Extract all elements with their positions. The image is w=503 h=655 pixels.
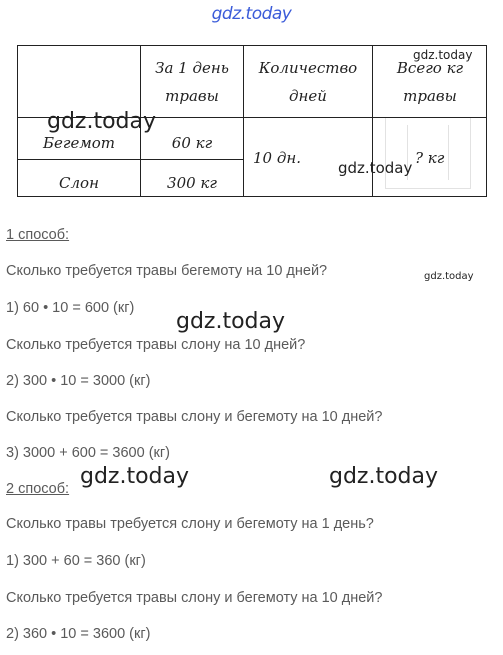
method-2-heading: 2 способ: (6, 481, 70, 497)
watermark: gdz.today (329, 464, 439, 489)
watermark: gdz.today (47, 109, 157, 134)
header-days: Количество дней (258, 59, 358, 105)
cell-total: ? кг (415, 149, 445, 167)
answer-4: 1) 300 + 60 = 360 (кг) (6, 553, 146, 569)
watermark: gdz.today (338, 159, 413, 177)
answer-5: 2) 360 • 10 = 3600 (кг) (6, 626, 151, 642)
question-2: Сколько требуется травы слону на 10 дней? (6, 337, 306, 353)
row-separator (17, 159, 243, 160)
answer-1: 1) 60 • 10 = 600 (кг) (6, 300, 135, 316)
watermark: gdz.today (80, 464, 190, 489)
watermark: gdz.today (413, 48, 473, 62)
answer-3: 3) 3000 + 600 = 3600 (кг) (6, 445, 170, 461)
method-1-heading: 1 способ: (6, 227, 70, 243)
cell-hippo-per-day: 60 кг (171, 134, 213, 152)
question-1: Сколько требуется травы бегемоту на 10 дней? (6, 263, 328, 279)
header-per-day: За 1 день травы (155, 59, 229, 105)
cell-elephant-per-day: 300 кг (167, 174, 217, 192)
watermark: gdz.today (176, 309, 286, 334)
table-border-bottom (17, 196, 487, 197)
watermark: gdz.today (424, 271, 474, 282)
header-total: Всего кг травы (396, 59, 464, 105)
site-logo[interactable]: gdz.today (211, 4, 292, 24)
question-3: Сколько требуется травы слону и бегемоту на 10 дней? (6, 409, 383, 425)
table-border-left (17, 45, 18, 197)
cell-hippo: Бегемот (42, 134, 116, 152)
question-4: Сколько травы требуется слону и бегемоту на 1 день? (6, 516, 374, 532)
answer-2: 2) 300 • 10 = 3000 (кг) (6, 373, 151, 389)
table-border-top (17, 45, 487, 46)
cell-elephant: Слон (59, 174, 99, 192)
cell-days: 10 дн. (253, 149, 302, 167)
question-5: Сколько требуется травы слону и бегемоту на 10 дней? (6, 590, 383, 606)
